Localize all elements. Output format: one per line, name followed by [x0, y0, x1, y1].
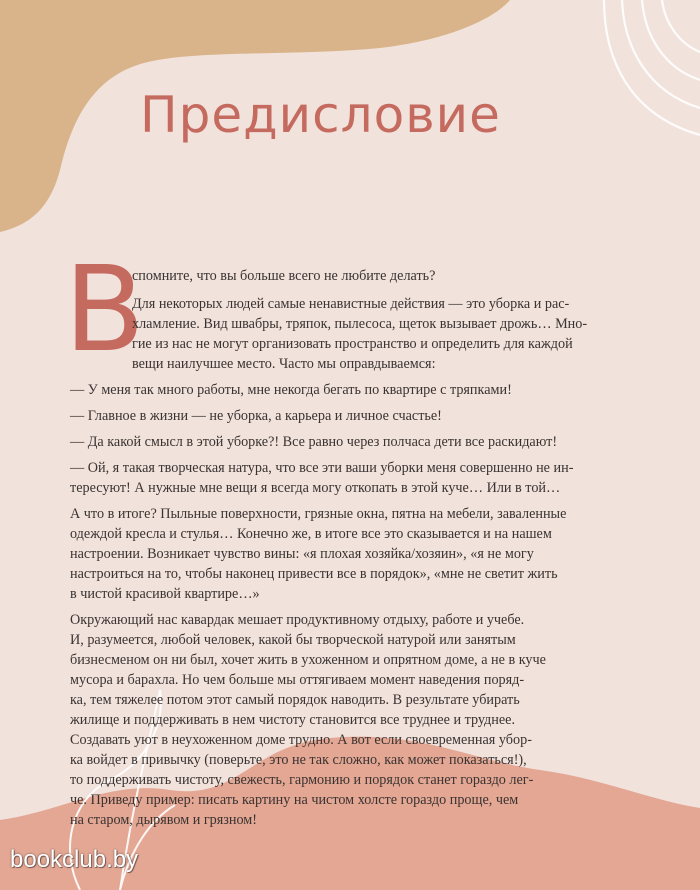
watermark-logo: bookclub.by	[10, 846, 139, 873]
body-text-line: ка, тем тяжелее потом этот самый порядок наводить. В результате убирать	[70, 692, 520, 708]
body-text-line: тересуют! А нужные мне вещи я всегда могу откопать в этой куче… Или в той…	[70, 480, 561, 496]
body-text-line: жилище и поддерживать в нем чистоту становится все труднее и труднее.	[70, 712, 516, 728]
body-text-line: — Главное в жизни — не уборка, а карьера и личное счастье!	[70, 408, 442, 424]
body-text-line: на старом, дырявом и грязном!	[70, 812, 258, 828]
body-text-line: настроиться на то, чтобы наконец привести все в порядок», «мне не светит жить	[70, 566, 558, 582]
body-text-line: — Ой, я такая творческая натура, что все эти ваши уборки меня совершенно не ин-	[70, 460, 574, 476]
body-text-line: гие из нас не могут организовать пространство и определить для каждой	[132, 336, 573, 352]
body-text-line: вещи наилучшее место. Часто мы оправдываемся:	[132, 356, 436, 372]
page-title: Предисловие	[140, 86, 501, 144]
body-text-line: бизнесменом он ни был, хочет жить в ухоженном и опрятном доме, а не в куче	[70, 652, 546, 668]
body-text-line: — У меня так много работы, мне некогда бегать по квартире с тряпками!	[70, 382, 512, 398]
body-text-line: Создавать уют в неухоженном доме трудно. А вот если своевременная убор-	[70, 732, 532, 748]
body-text-line: ка войдет в привычку (поверьте, это не так сложно, как может показаться!),	[70, 752, 527, 768]
body-text-line: И, разумеется, любой человек, какой бы творческой натурой или занятым	[70, 632, 516, 648]
body-text-line: в чистой красивой квартире…»	[70, 586, 260, 602]
body-text-line: че. Приведу пример: писать картину на чистом холсте гораздо проще, чем	[70, 792, 519, 808]
body-text-line: настроении. Возникает чувство вины: «я плохая хозяйка/хозяин», «я не могу	[70, 546, 534, 562]
drop-cap-letter: В	[64, 240, 145, 378]
line-art-arcs	[604, 0, 700, 135]
body-text-line: А что в итоге? Пыльные поверхности, грязные окна, пятна на мебели, заваленные	[70, 506, 567, 522]
body-text-line: спомните, что вы больше всего не любите делать?	[132, 268, 436, 284]
body-text-line: то поддерживать чистоту, свежесть, гармонию и порядок станет гораздо лег-	[70, 772, 534, 788]
body-text-line: — Да какой смысл в этой уборке?! Все равно через полчаса дети все раскидают!	[70, 434, 558, 450]
body-text-line: мусора и барахла. Но чем больше мы оттягиваем момент наведения поряд-	[70, 672, 525, 688]
body-text-line: Для некоторых людей самые ненавистные действия — это уборка и рас-	[132, 296, 570, 312]
body-text-line: одеждой кресла и стулья… Конечно же, в итоге все это сказывается и на нашем	[70, 526, 552, 542]
body-text-line: хламление. Вид швабры, тряпок, пылесоса, щеток вызывает дрожь… Мно-	[132, 316, 588, 332]
body-text-line: Окружающий нас кавардак мешает продуктивному отдыху, работе и учебе.	[70, 612, 525, 628]
